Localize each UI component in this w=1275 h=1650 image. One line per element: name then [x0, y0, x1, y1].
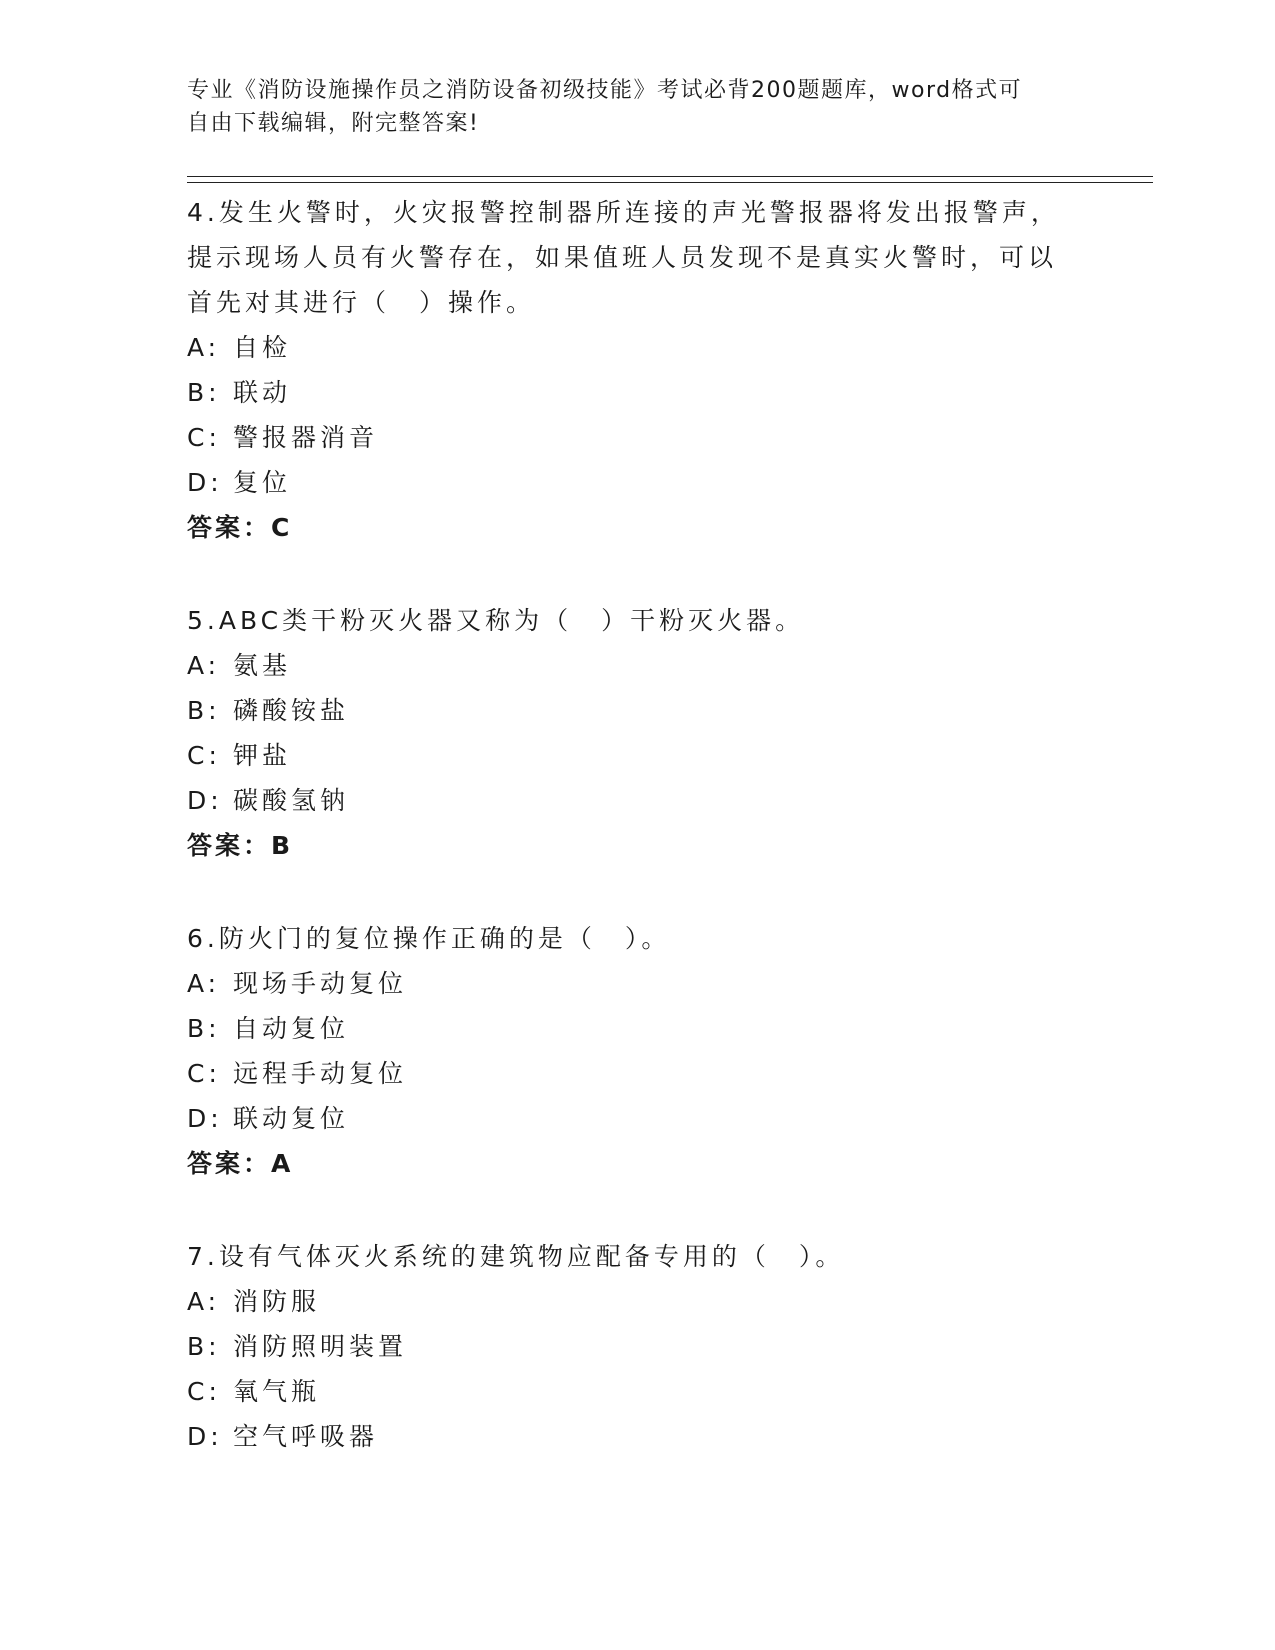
option-letter: C:	[187, 741, 221, 770]
option-row	[187, 1369, 1087, 1414]
option-row	[187, 415, 1087, 460]
question-text-line: 6.防火门的复位操作正确的是（ ）。	[187, 924, 671, 953]
answer-line: 答案：C	[187, 513, 293, 542]
option-letter: A:	[187, 651, 221, 680]
question-text-line: 提示现场人员有火警存在，如果值班人员发现不是真实火警时，可以	[187, 243, 1058, 272]
option-text: 钾盐	[233, 741, 292, 770]
option-text: 磷酸铵盐	[233, 696, 350, 725]
option-text: 警报器消音	[233, 423, 379, 452]
option-letter: D:	[187, 468, 223, 497]
option-row	[187, 1279, 1087, 1324]
option-row	[187, 325, 1087, 370]
option-letter: D:	[187, 786, 223, 815]
option-row	[187, 778, 1087, 823]
option-row	[187, 688, 1087, 733]
option-letter: B:	[187, 1014, 221, 1043]
header-line-1: 专业《消防设施操作员之消防设备初级技能》考试必背200题题库，word格式可	[187, 78, 1023, 103]
option-text: 消防服	[233, 1287, 321, 1316]
option-letter: A:	[187, 969, 221, 998]
option-letter: B:	[187, 1332, 221, 1361]
question-text-line: 4.发生火警时，火灾报警控制器所连接的声光警报器将发出报警声，	[187, 198, 1060, 227]
option-text: 碳酸氢钠	[233, 786, 350, 815]
option-letter: D:	[187, 1104, 223, 1133]
option-letter: B:	[187, 696, 221, 725]
option-text: 联动复位	[233, 1104, 350, 1133]
option-row	[187, 643, 1087, 688]
option-row	[187, 733, 1087, 778]
option-letter: A:	[187, 1287, 221, 1316]
question-text-line: 5.ABC类干粉灭火器又称为（ ）干粉灭火器。	[187, 606, 805, 635]
question-text-line: 首先对其进行（ ）操作。	[187, 288, 536, 317]
option-text: 现场手动复位	[233, 969, 408, 998]
option-row	[187, 370, 1087, 415]
answer-line: 答案：B	[187, 831, 294, 860]
answer-line: 答案：A	[187, 1149, 294, 1178]
option-letter: D:	[187, 1422, 223, 1451]
question-text-line: 7.设有气体灭火系统的建筑物应配备专用的（ ）。	[187, 1242, 845, 1271]
option-text: 自检	[233, 333, 292, 362]
question-item	[187, 190, 1087, 550]
header-divider-bottom	[187, 182, 1153, 183]
option-row	[187, 1006, 1087, 1051]
option-row	[187, 1051, 1087, 1096]
option-row	[187, 460, 1087, 505]
option-row	[187, 1324, 1087, 1369]
option-text: 联动	[233, 378, 292, 407]
option-letter: C:	[187, 1059, 221, 1088]
option-text: 氨基	[233, 651, 292, 680]
option-row	[187, 1096, 1087, 1141]
question-item	[187, 598, 1087, 868]
question-list	[187, 190, 1087, 1507]
option-text: 空气呼吸器	[233, 1422, 379, 1451]
option-row	[187, 961, 1087, 1006]
option-text: 自动复位	[233, 1014, 350, 1043]
document-header	[187, 74, 1067, 140]
option-text: 复位	[233, 468, 292, 497]
header-divider-top	[187, 176, 1153, 177]
option-text: 氧气瓶	[233, 1377, 321, 1406]
question-item	[187, 1234, 1087, 1459]
header-line-2: 自由下载编辑，附完整答案!	[187, 111, 480, 136]
option-letter: C:	[187, 1377, 221, 1406]
option-letter: B:	[187, 378, 221, 407]
option-letter: A:	[187, 333, 221, 362]
option-text: 远程手动复位	[233, 1059, 408, 1088]
option-row	[187, 1414, 1087, 1459]
option-letter: C:	[187, 423, 221, 452]
question-item	[187, 916, 1087, 1186]
option-text: 消防照明装置	[233, 1332, 408, 1361]
